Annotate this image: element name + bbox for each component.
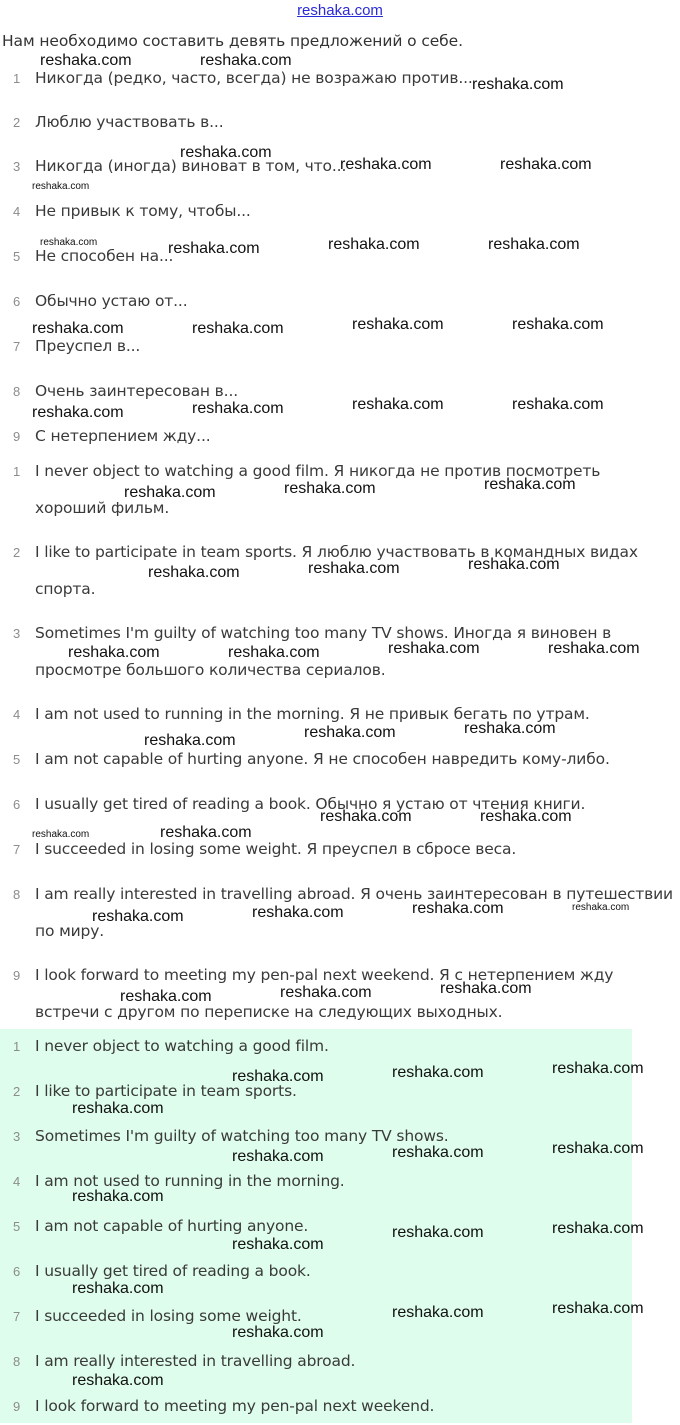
item-number: 1 [13, 71, 21, 86]
watermark: reshaka.com [32, 404, 124, 421]
watermark: reshaka.com [32, 181, 90, 192]
watermark: reshaka.com [280, 984, 372, 1001]
watermark: reshaka.com [440, 980, 532, 997]
item-number: 6 [13, 294, 21, 309]
item-number: 8 [13, 887, 21, 902]
watermark: reshaka.com [320, 808, 412, 825]
item-text: Не способен на... [35, 247, 174, 265]
item-text: I look forward to meeting my pen-pal next weekend. [35, 1397, 435, 1415]
watermark: reshaka.com [352, 396, 444, 413]
watermark: reshaka.com [92, 908, 184, 925]
item-text: I succeeded in losing some weight. [35, 1307, 302, 1325]
item-text: I am not used to running in the morning. [35, 1172, 345, 1190]
watermark: reshaka.com [392, 1224, 484, 1241]
watermark: reshaka.com [308, 560, 400, 577]
watermark: reshaka.com [72, 1188, 164, 1205]
item-text: I succeeded in losing some weight. Я преуспел в сбросе веса. [35, 840, 517, 858]
item-number: 6 [13, 1264, 21, 1279]
item-number: 3 [13, 626, 21, 641]
watermark: reshaka.com [468, 556, 560, 573]
item-text: Sometimes I'm guilty of watching too many TV shows. [35, 1127, 449, 1145]
item-number: 3 [13, 159, 21, 174]
watermark: reshaka.com [388, 640, 480, 657]
item-number: 8 [13, 1354, 21, 1369]
item-text: I am really interested in travelling abroad. Я очень заинтересован в путешествии по миру. [35, 885, 673, 940]
site-link[interactable]: reshaka.com [297, 2, 383, 19]
item-text: I never object to watching a good film. Я никогда не против посмотреть хороший фильм. [35, 462, 601, 517]
item-number: 7 [13, 339, 21, 354]
watermark: reshaka.com [484, 476, 576, 493]
item-number: 2 [13, 1084, 21, 1099]
translation-item [0, 831, 676, 868]
watermark: reshaka.com [464, 720, 556, 737]
watermark: reshaka.com [32, 829, 90, 840]
watermark: reshaka.com [32, 320, 124, 337]
item-number: 4 [13, 1174, 21, 1189]
watermark: reshaka.com [488, 236, 580, 253]
item-number: 1 [13, 464, 21, 479]
prompt-item [0, 193, 676, 230]
intro-text: Нам необходимо составить девять предложений о себе. [2, 32, 463, 50]
watermark: reshaka.com [124, 484, 216, 501]
watermark: reshaka.com [192, 400, 284, 417]
watermark: reshaka.com [192, 320, 284, 337]
watermark: reshaka.com [552, 1060, 644, 1077]
item-text: I am not capable of hurting anyone. Я не способен навредить кому-либо. [35, 750, 610, 768]
prompt-item [0, 418, 676, 455]
watermark: reshaka.com [480, 808, 572, 825]
item-number: 8 [13, 384, 21, 399]
watermark: reshaka.com [392, 1064, 484, 1081]
watermark: reshaka.com [392, 1144, 484, 1161]
watermark: reshaka.com [552, 1220, 644, 1237]
item-text: С нетерпением жду... [35, 427, 211, 445]
watermark: reshaka.com [120, 988, 212, 1005]
item-number: 1 [13, 1039, 21, 1054]
watermark: reshaka.com [72, 1372, 164, 1389]
item-number: 7 [13, 842, 21, 857]
item-number: 9 [13, 429, 21, 444]
watermark: reshaka.com [352, 316, 444, 333]
prompt-item [0, 283, 676, 320]
watermark: reshaka.com [200, 52, 292, 69]
watermark: reshaka.com [412, 900, 504, 917]
item-text: Никогда (редко, часто, всегда) не возражаю против... [35, 69, 473, 87]
watermark: reshaka.com [472, 76, 564, 93]
item-number: 2 [13, 545, 21, 560]
watermark: reshaka.com [68, 644, 160, 661]
item-number: 7 [13, 1309, 21, 1324]
item-number: 5 [13, 249, 21, 264]
answer-item [0, 1388, 676, 1425]
item-text: I am not capable of hurting anyone. [35, 1217, 309, 1235]
item-text: Никогда (иногда) виноват в том, что... [35, 157, 347, 175]
item-text: Очень заинтересован в... [35, 382, 238, 400]
watermark: reshaka.com [552, 1140, 644, 1157]
item-number: 3 [13, 1129, 21, 1144]
watermark: reshaka.com [160, 824, 252, 841]
watermark: reshaka.com [552, 1300, 644, 1317]
item-number: 9 [13, 1399, 21, 1414]
item-text: I like to participate in team sports. [35, 1082, 297, 1100]
item-number: 6 [13, 797, 21, 812]
watermark: reshaka.com [228, 644, 320, 661]
watermark: reshaka.com [512, 316, 604, 333]
watermark: reshaka.com [168, 240, 260, 257]
watermark: reshaka.com [252, 904, 344, 921]
watermark: reshaka.com [232, 1148, 324, 1165]
prompt-item [0, 104, 676, 141]
watermark: reshaka.com [148, 564, 240, 581]
watermark: reshaka.com [572, 902, 630, 913]
item-number: 4 [13, 204, 21, 219]
item-text: Люблю участвовать в... [35, 113, 224, 131]
watermark: reshaka.com [72, 1280, 164, 1297]
watermark: reshaka.com [340, 156, 432, 173]
watermark: reshaka.com [284, 480, 376, 497]
watermark: reshaka.com [232, 1236, 324, 1253]
item-text: I never object to watching a good film. [35, 1037, 329, 1055]
item-number: 4 [13, 707, 21, 722]
watermark: reshaka.com [512, 396, 604, 413]
watermark: reshaka.com [40, 237, 98, 248]
watermark: reshaka.com [232, 1324, 324, 1341]
watermark: reshaka.com [40, 52, 132, 69]
item-text: I usually get tired of reading a book. [35, 1262, 311, 1280]
watermark: reshaka.com [500, 156, 592, 173]
item-number: 9 [13, 968, 21, 983]
item-text: Sometimes I'm guilty of watching too many TV shows. Иногда я виновен в просмотре большого количества сериалов. [35, 624, 612, 679]
watermark: reshaka.com [72, 1100, 164, 1117]
item-text: Обычно устаю от... [35, 292, 188, 310]
item-text: I am really interested in travelling abroad. [35, 1352, 356, 1370]
watermark: reshaka.com [144, 732, 236, 749]
item-text: I usually get tired of reading a book. Обычно я устаю от чтения книги. [35, 795, 586, 813]
item-number: 2 [13, 115, 21, 130]
item-number: 5 [13, 752, 21, 767]
item-text: I like to participate in team sports. Я люблю участвовать в командных видах спорта. [35, 543, 638, 598]
watermark: reshaka.com [232, 1068, 324, 1085]
watermark: reshaka.com [548, 640, 640, 657]
item-text: I am not used to running in the morning. Я не привык бегать по утрам. [35, 705, 590, 723]
item-text: Преуспел в... [35, 337, 141, 355]
item-number: 5 [13, 1219, 21, 1234]
watermark: reshaka.com [392, 1304, 484, 1321]
item-text: Не привык к тому, чтобы... [35, 202, 251, 220]
watermark: reshaka.com [328, 236, 420, 253]
translation-item [0, 741, 676, 778]
watermark: reshaka.com [180, 144, 272, 161]
watermark: reshaka.com [304, 724, 396, 741]
item-text: I look forward to meeting my pen-pal next weekend. Я с нетерпением жду встречи с другом по переписке на следующих выходных. [35, 966, 614, 1021]
